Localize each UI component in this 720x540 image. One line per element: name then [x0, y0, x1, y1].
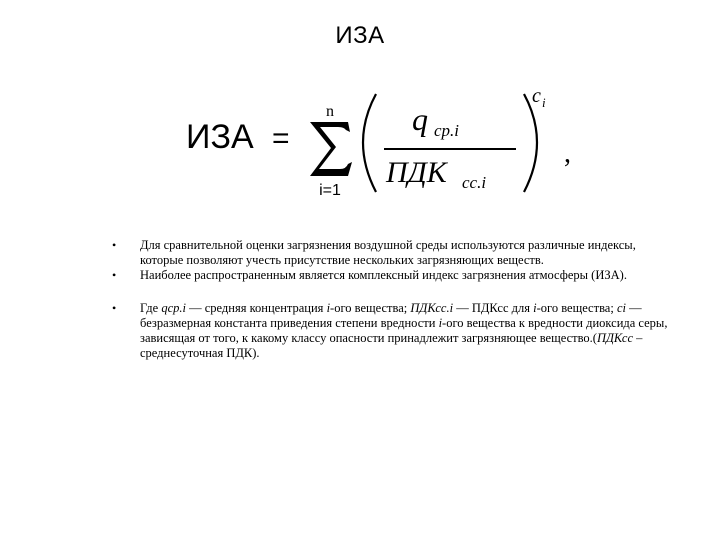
formula-comma: ,	[564, 138, 571, 169]
bullet-icon: •	[112, 238, 117, 252]
denominator-subscript: сс.i	[462, 173, 487, 192]
iza-formula	[180, 82, 600, 202]
left-paren	[363, 94, 376, 192]
bullet-icon: •	[112, 268, 117, 282]
list-item	[112, 238, 682, 268]
numerator-subscript: ср.i	[434, 121, 460, 140]
slide-title: ИЗА	[335, 22, 385, 49]
exponent-subscript: i	[542, 95, 546, 110]
formula-lhs: ИЗА	[186, 118, 254, 156]
right-paren	[524, 94, 537, 192]
formula-equals: =	[272, 122, 290, 155]
exponent-base: c	[532, 85, 541, 107]
bullet-icon: •	[112, 301, 117, 315]
bullet-text-1: Для сравнительной оценки загрязнения воздушной среды используются различные индексы, которые позволяют учесть присутствие нескольких загрязняющих веществ.	[140, 238, 636, 267]
bullet-list	[112, 238, 682, 361]
sum-lower-limit: i=1	[319, 182, 341, 199]
bullet-text-3: Где qср.i — средняя концентрация i-ого вещества; ПДКсс.i — ПДКсс для i-ого вещества; ci — безразмерная константа приведения степени вредности i-ого вещества к вредности диоксида серы, зависящая от того, к какому классу опасности принадлежит загрязняющее вещество.(ПДКсс – среднесуточная ПДК).	[140, 301, 668, 360]
sigma-icon	[310, 122, 352, 176]
numerator: q	[412, 101, 428, 137]
bullet-text-2: Наиболее распространенным является комплексный индекс загрязнения атмосферы (ИЗА).	[140, 268, 627, 282]
denominator: ПДК	[386, 156, 447, 189]
list-item	[112, 268, 682, 283]
sum-upper-limit: n	[326, 103, 334, 120]
list-item	[112, 301, 682, 361]
formula-svg	[180, 82, 600, 202]
